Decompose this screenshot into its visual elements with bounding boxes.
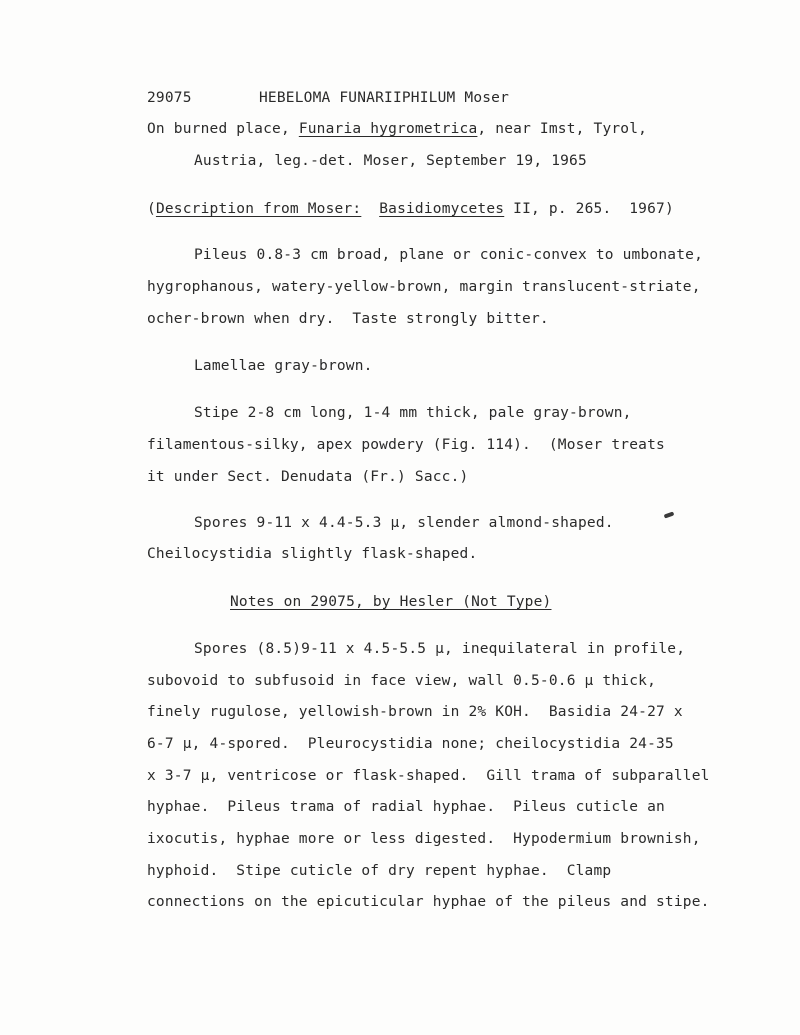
host-name: Funaria hygrometrica	[298, 121, 478, 137]
accession-number: 29075	[147, 90, 192, 106]
stipe-line-2: filamentous-silky, apex powdery (Fig. 114). (Moser treats	[147, 437, 665, 453]
source-gap	[361, 201, 379, 217]
source-details: II, p. 265. 1967)	[504, 201, 674, 217]
notes-heading: Notes on 29075, by Hesler (Not Type)	[230, 594, 552, 610]
notes-line-9: connections on the epicuticular hyphae of the pileus and stipe.	[147, 894, 710, 910]
source-description-label: Description from Moser:	[155, 201, 362, 217]
source-open-paren: (	[147, 201, 156, 217]
collection-pre: On burned place,	[147, 121, 299, 137]
notes-line-6: hyphae. Pileus trama of radial hyphae. Pileus cuticle an	[147, 799, 665, 815]
collection-line-1	[147, 120, 647, 138]
pileus-line-3: ocher-brown when dry. Taste strongly bitter.	[147, 311, 549, 327]
pileus-line-2: hygrophanous, watery-yellow-brown, margin translucent-striate,	[147, 279, 701, 295]
notes-line-8: hyphoid. Stipe cuticle of dry repent hyphae. Clamp	[147, 863, 612, 879]
source-book-title: Basidiomycetes	[379, 201, 505, 217]
notes-line-2: subovoid to subfusoid in face view, wall 0.5-0.6 µ thick,	[147, 673, 656, 689]
lamellae-line: Lamellae gray-brown.	[194, 358, 373, 374]
notes-line-1: Spores (8.5)9-11 x 4.5-5.5 µ, inequilateral in profile,	[194, 641, 686, 657]
spores-line-1: Spores 9-11 x 4.4-5.3 µ, slender almond-shaped.	[194, 515, 614, 531]
collection-line-2: Austria, leg.-det. Moser, September 19, 1965	[194, 153, 587, 169]
stray-ink-mark	[664, 511, 675, 518]
pileus-line-1: Pileus 0.8-3 cm broad, plane or conic-convex to umbonate,	[194, 247, 703, 263]
source-citation	[147, 200, 674, 218]
notes-line-7: ixocutis, hyphae more or less digested. Hypodermium brownish,	[147, 831, 701, 847]
stipe-line-1: Stipe 2-8 cm long, 1-4 mm thick, pale gray-brown,	[194, 405, 632, 421]
collection-post: , near Imst, Tyrol,	[477, 121, 648, 137]
species-title: HEBELOMA FUNARIIPHILUM Moser	[259, 90, 510, 106]
notes-line-4: 6-7 µ, 4-spored. Pleurocystidia none; cheilocystidia 24-35	[147, 736, 674, 752]
notes-line-5: x 3-7 µ, ventricose or flask-shaped. Gill trama of subparallel	[147, 768, 710, 784]
stipe-line-3: it under Sect. Denudata (Fr.) Sacc.)	[147, 469, 469, 485]
notes-line-3: finely rugulose, yellowish-brown in 2% KOH. Basidia 24-27 x	[147, 704, 683, 720]
spores-line-2: Cheilocystidia slightly flask-shaped.	[147, 546, 478, 562]
